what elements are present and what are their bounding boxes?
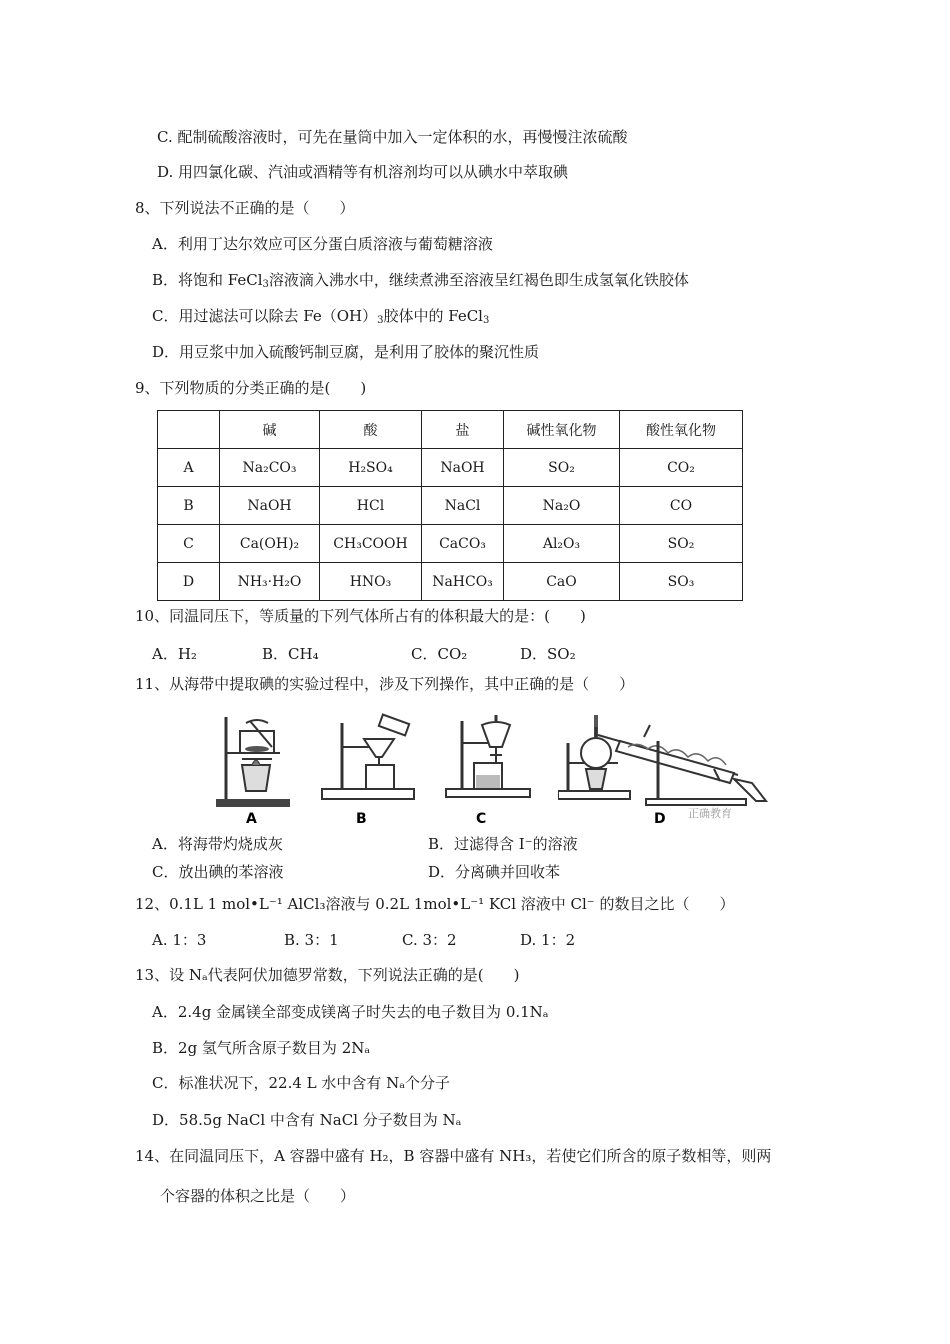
table-row — [158, 525, 743, 563]
table-row — [158, 449, 743, 487]
apparatus-d-distillation — [558, 713, 780, 825]
q8-option-c: C．用过滤法可以除去 $Fe(OH)_3$胶体中的 FeCl$_3$ — [152, 307, 490, 326]
table-cell: Al₂O₃ — [504, 525, 620, 563]
table-cell: D — [158, 563, 220, 601]
apparatus-a-label: A — [246, 811, 257, 825]
q10-option-c: C．CO₂ — [411, 645, 468, 663]
table-cell: SO₂ — [504, 449, 620, 487]
q13-option-c: C．标准状况下，22.4 L 水中含有 Nₐ个分子 — [152, 1074, 451, 1092]
q13-option-b: B．2g 氢气所含原子数目为 2Nₐ — [152, 1039, 371, 1057]
apparatus-c-label: C — [476, 811, 487, 825]
q10-option-d: D．SO₂ — [520, 645, 576, 663]
q13-option-d: D．58.5g NaCl 中含有 NaCl 分子数目为 Nₐ — [152, 1111, 462, 1129]
table-header-cell — [158, 411, 220, 449]
q14-stem-line2: 个容器的体积之比是（ ） — [160, 1187, 356, 1205]
table-cell: NaOH — [220, 487, 320, 525]
q7-option-c: C. 配制硫酸溶液时，可先在量筒中加入一定体积的水，再慢慢注浓硫酸 — [157, 128, 628, 146]
table-cell: NaOH — [422, 449, 504, 487]
q12-option-a: A. 1：3 — [152, 931, 207, 949]
q8-stem: 8、下列说法不正确的是（ ） — [135, 199, 355, 217]
table-cell: CH₃COOH — [320, 525, 422, 563]
q13-option-a: A．2.4g 金属镁全部变成镁离子时失去的电子数目为 0.1Nₐ — [152, 1003, 549, 1021]
table-cell: CaCO₃ — [422, 525, 504, 563]
apparatus-b-filtration — [320, 713, 420, 825]
q11-option-c: C．放出碘的苯溶液 — [152, 863, 284, 881]
table-cell: NH₃·H₂O — [220, 563, 320, 601]
q12-stem: 12、0.1L 1 mol•L⁻¹ AlCl₃溶液与 0.2L 1mol•L⁻¹ KCl 溶液中 Cl⁻ 的数目之比（ ） — [135, 895, 735, 913]
table-header-cell: 酸性氧化物 — [620, 411, 743, 449]
table-cell: A — [158, 449, 220, 487]
q8-option-a: A．利用丁达尔效应可区分蛋白质溶液与葡萄糖溶液 — [152, 235, 493, 253]
apparatus-b-label: B — [356, 811, 367, 825]
q8-option-d: D．用豆浆中加入硫酸钙制豆腐，是利用了胶体的聚沉性质 — [152, 343, 540, 361]
q12-option-b: B. 3：1 — [284, 931, 339, 949]
table-row — [158, 487, 743, 525]
q11-option-b: B．过滤得含 I⁻的溶液 — [428, 835, 578, 853]
table-header-cell: 碱性氧化物 — [504, 411, 620, 449]
q11-option-a: A．将海带灼烧成灰 — [152, 835, 283, 853]
table-cell: B — [158, 487, 220, 525]
table-cell: HCl — [320, 487, 422, 525]
q14-stem-line1: 14、在同温同压下，A 容器中盛有 H₂，B 容器中盛有 NH₃，若使它们所含的原子数相等，则两 — [135, 1147, 772, 1165]
q8-option-b: B．将饱和 FeCl$_3$溶液滴入沸水中，继续煮沸至溶液呈红褐色即生成氢氧化铁胶体 — [152, 271, 689, 290]
q10-option-a: A．H₂ — [152, 645, 197, 663]
table-header-row — [158, 411, 743, 449]
q7-option-d: D. 用四氯化碳、汽油或酒精等有机溶剂均可以从碘水中萃取碘 — [157, 163, 569, 181]
q11-option-d: D．分离碘并回收苯 — [428, 863, 561, 881]
table-cell: Na₂O — [504, 487, 620, 525]
table-cell: CaO — [504, 563, 620, 601]
table-header-cell: 酸 — [320, 411, 422, 449]
q11-stem: 11、从海带中提取碘的实验过程中，涉及下列操作，其中正确的是（ ） — [135, 675, 635, 693]
table-cell: Ca(OH)₂ — [220, 525, 320, 563]
apparatus-d-label: D — [654, 811, 666, 825]
classification-table — [157, 410, 743, 601]
table-cell: CO — [620, 487, 743, 525]
table-cell: CO₂ — [620, 449, 743, 487]
table-cell: Na₂CO₃ — [220, 449, 320, 487]
q10-option-b: B．CH₄ — [262, 645, 319, 663]
q9-stem: 9、下列物质的分类正确的是( ) — [135, 379, 367, 397]
q13-stem: 13、设 Nₐ代表阿伏加德罗常数，下列说法正确的是( ) — [135, 966, 520, 984]
apparatus-c-separatory-funnel — [444, 713, 536, 825]
q10-stem: 10、同温同压下，等质量的下列气体所占有的体积最大的是：( ) — [135, 607, 586, 625]
table-cell: NaCl — [422, 487, 504, 525]
table-cell: NaHCO₃ — [422, 563, 504, 601]
table-cell: SO₃ — [620, 563, 743, 601]
watermark-text: 正确教育 — [688, 807, 732, 820]
q12-option-d: D. 1：2 — [520, 931, 576, 949]
table-row — [158, 563, 743, 601]
table-cell: H₂SO₄ — [320, 449, 422, 487]
table-header-cell: 碱 — [220, 411, 320, 449]
table-cell: SO₂ — [620, 525, 743, 563]
table-cell: HNO₃ — [320, 563, 422, 601]
table-cell: C — [158, 525, 220, 563]
table-header-cell: 盐 — [422, 411, 504, 449]
apparatus-a-crucible — [212, 713, 296, 825]
q12-option-c: C. 3：2 — [402, 931, 457, 949]
